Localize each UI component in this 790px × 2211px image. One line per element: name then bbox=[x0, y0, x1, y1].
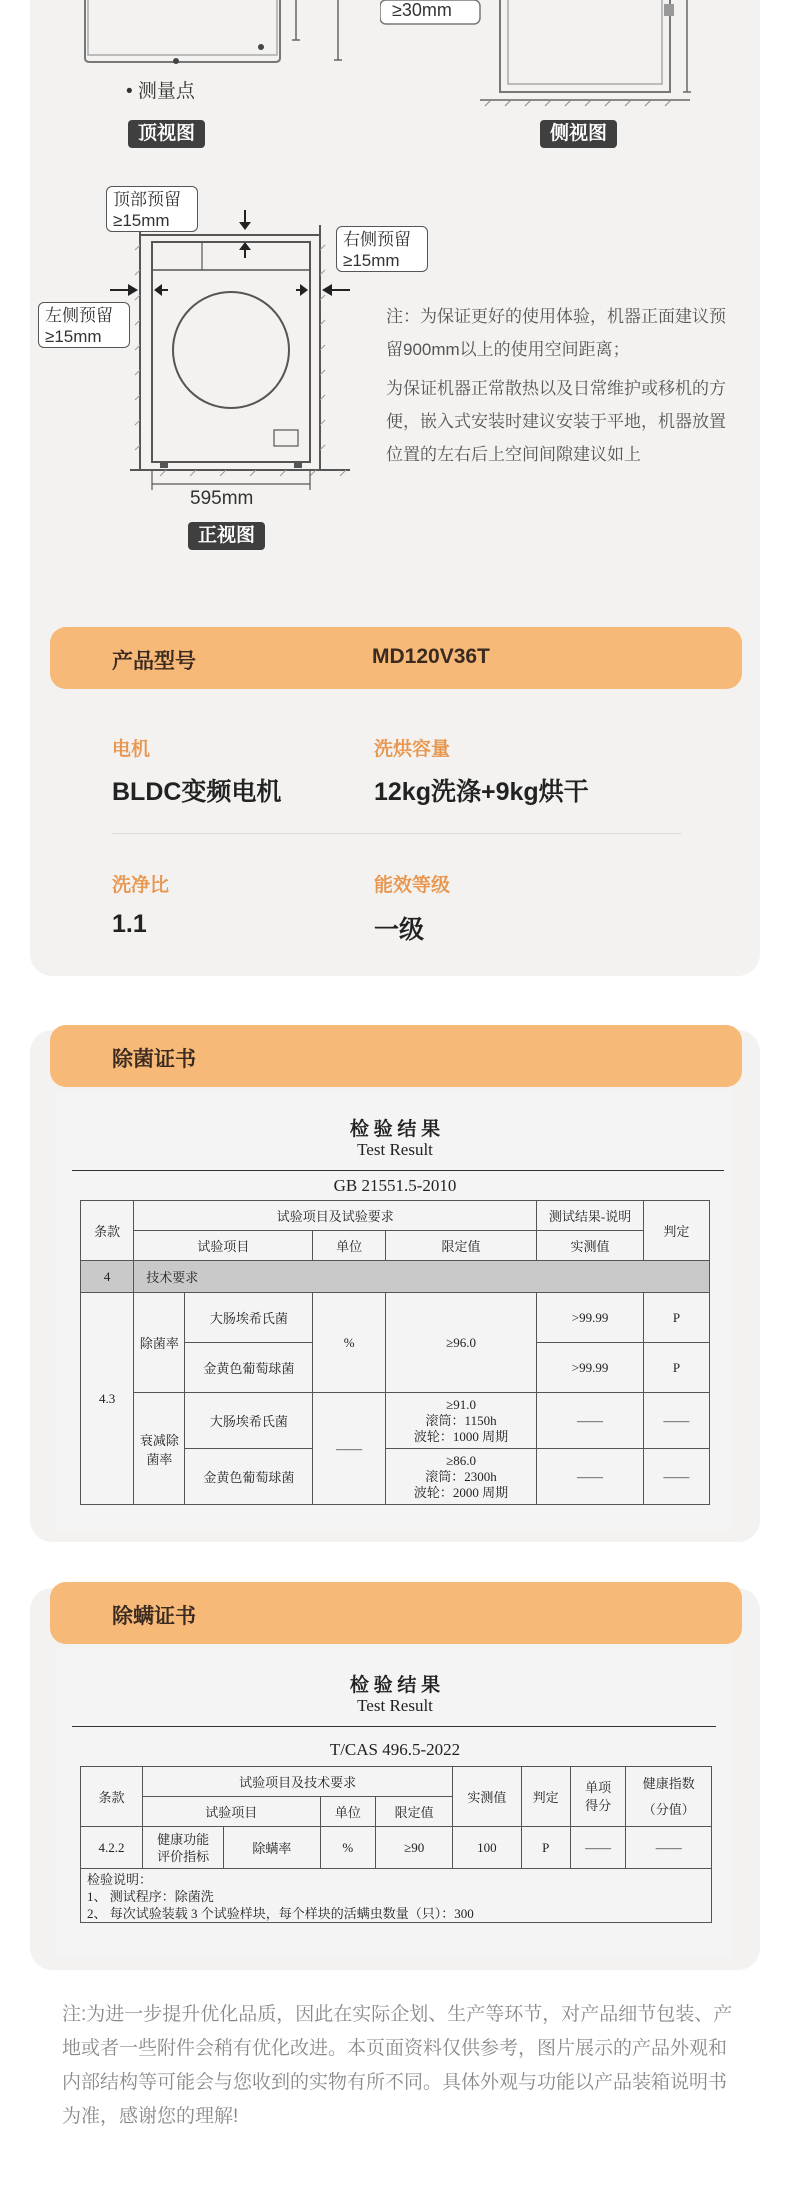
c1-h-limit: 限定值 bbox=[385, 1231, 536, 1261]
c2-rule bbox=[72, 1726, 716, 1727]
width-dimension: 595mm bbox=[190, 488, 254, 509]
c2-h-health bbox=[626, 1767, 712, 1827]
note-line-2: 留900mm以上的使用空间距离； bbox=[386, 340, 630, 359]
right-clearance-title: 右侧预留 bbox=[343, 230, 411, 249]
c2-title-en: Test Result bbox=[357, 1696, 433, 1715]
antibacterial-cert-title: 除菌证书 bbox=[112, 1048, 196, 1071]
c1-title-cn: 检 验 结 果 bbox=[349, 1119, 441, 1140]
c2-h-limit: 限定值 bbox=[376, 1797, 453, 1827]
model-value: MD120V36T bbox=[372, 645, 490, 668]
c1-limit-91-l3: 波轮：1000 周期 bbox=[413, 1428, 509, 1444]
c1-ecoli-2: 大肠埃希氏菌 bbox=[185, 1393, 313, 1449]
right-clearance-value: ≥15mm bbox=[343, 251, 400, 270]
c1-h-unit: 单位 bbox=[313, 1231, 385, 1261]
ratio-label: 洗净比 bbox=[112, 875, 170, 896]
c1-unit-pct: % bbox=[313, 1293, 385, 1393]
c2-standard: T/CAS 496.5-2022 bbox=[329, 1740, 461, 1759]
disclaimer-text: 注:为进一步提升优化品质，因此在实际企划、生产等环节，对产品细节包装、产地或者一些附件会稍有优化改进。本页面资料仅供参考，图片展示的产品外观和内部结构等可能会与您收到的实物有所不同。具体外观与功能以产品装箱说明书为准，感谢您的理解! bbox=[62, 2004, 733, 2127]
c1-h-test-item: 试验项目 bbox=[134, 1231, 313, 1261]
c2-row-limit: ≥90 bbox=[376, 1827, 453, 1869]
right-clearance-callout bbox=[336, 226, 428, 272]
top-view-label: 顶视图 bbox=[128, 120, 205, 148]
c1-limit-86-l3: 波轮：2000 周期 bbox=[413, 1484, 509, 1500]
c1-standard: GB 21551.5-2010 bbox=[333, 1176, 457, 1195]
c1-measured-2: >99.99 bbox=[537, 1343, 644, 1393]
motor-label: 电机 bbox=[112, 739, 151, 760]
left-clearance-title: 左侧预留 bbox=[45, 306, 113, 325]
note-line-3: 为保证机器正常散热以及日常维护或移机的方 bbox=[386, 379, 726, 398]
installation-note bbox=[386, 300, 756, 471]
c1-title-en: Test Result bbox=[357, 1140, 433, 1159]
c2-row-health: —— bbox=[626, 1827, 712, 1869]
note-line-4: 便，嵌入式安装时建议安装于平地，机器放置 bbox=[386, 412, 726, 431]
c2-h-single-l2: 得分 bbox=[585, 1797, 612, 1813]
c1-h-measured: 实测值 bbox=[537, 1231, 644, 1261]
motor-value: BLDC变频电机 bbox=[112, 778, 282, 806]
capacity-value: 12kg洗涤+9kg烘干 bbox=[374, 778, 589, 806]
note-line-1: 注：为保证更好的使用体验，机器正面建议预 bbox=[386, 307, 726, 326]
c1-limit-86-l2: 滚筒：2300h bbox=[425, 1468, 497, 1484]
c2-note-1: 1、 测试程序：除菌洗 bbox=[87, 1889, 214, 1904]
c1-measured-3: —— bbox=[537, 1393, 644, 1449]
c1-staph-2: 金黄色葡萄球菌 bbox=[185, 1449, 313, 1505]
c1-decay-rate bbox=[134, 1393, 185, 1505]
top-clearance-title: 顶部预留 bbox=[113, 190, 181, 209]
top-view-dims: ≥30mm bbox=[392, 0, 452, 20]
c2-row-judge: P bbox=[521, 1827, 570, 1869]
c1-rule bbox=[72, 1170, 724, 1171]
c1-row4-text: 技术要求 bbox=[134, 1261, 710, 1293]
c1-ecoli-1: 大肠埃希氏菌 bbox=[185, 1293, 313, 1343]
c2-row-single: —— bbox=[570, 1827, 626, 1869]
c2-h-test-item: 试验项目 bbox=[143, 1797, 321, 1827]
spec-divider bbox=[112, 833, 682, 834]
antibacterial-results-table bbox=[80, 1200, 710, 1505]
c1-judge-4: —— bbox=[643, 1449, 709, 1505]
c1-row4-clause: 4 bbox=[81, 1261, 134, 1293]
antimite-results-table bbox=[80, 1766, 712, 1923]
c2-h-single bbox=[570, 1767, 626, 1827]
c1-h-judge: 判定 bbox=[643, 1201, 709, 1261]
c2-h-health-l1: 健康指数 bbox=[642, 1775, 695, 1791]
c2-h-items-req: 试验项目及技术要求 bbox=[143, 1767, 453, 1797]
c1-measured-1: >99.99 bbox=[537, 1293, 644, 1343]
c1-h-result-desc: 测试结果-说明 bbox=[537, 1201, 644, 1231]
antimite-cert-header bbox=[50, 1582, 742, 1644]
c1-judge-3: —— bbox=[643, 1393, 709, 1449]
antimite-cert-title: 除螨证书 bbox=[112, 1605, 196, 1628]
c2-note-2: 2、 每次试验装载 3 个试验样块，每个样块的活螨虫数量（只）：300 bbox=[87, 1906, 474, 1921]
c2-title-cn: 检 验 结 果 bbox=[349, 1675, 441, 1696]
c1-judge-1: P bbox=[643, 1293, 709, 1343]
c1-limit-91-l1: ≥91.0 bbox=[446, 1396, 476, 1412]
c2-row-item bbox=[143, 1827, 224, 1869]
measure-point-legend: • 测量点 bbox=[126, 81, 195, 102]
c1-row43-clause: 4.3 bbox=[81, 1293, 134, 1505]
c1-h-items-req: 试验项目及试验要求 bbox=[134, 1201, 537, 1231]
c2-h-clause: 条款 bbox=[81, 1767, 143, 1827]
energy-value: 一级 bbox=[374, 916, 425, 944]
c2-h-judge: 判定 bbox=[521, 1767, 570, 1827]
c2-h-unit: 单位 bbox=[320, 1797, 376, 1827]
energy-label: 能效等级 bbox=[374, 875, 451, 896]
c1-limit-86 bbox=[385, 1449, 536, 1505]
c1-limit-96: ≥96.0 bbox=[385, 1293, 536, 1393]
side-view-label: 侧视图 bbox=[540, 120, 617, 148]
c2-row-measured: 100 bbox=[453, 1827, 521, 1869]
left-clearance-callout bbox=[38, 302, 130, 348]
top-view-diagram bbox=[70, 0, 370, 72]
c2-h-health-l2: （分值） bbox=[642, 1801, 695, 1817]
c2-notes bbox=[81, 1869, 712, 1923]
c1-decay-rate-l1: 衰减除 bbox=[139, 1432, 179, 1448]
antibacterial-cert-header bbox=[50, 1025, 742, 1087]
c2-row-clause: 4.2.2 bbox=[81, 1827, 143, 1869]
note-line-5: 位置的左右后上空间间隙建议如上 bbox=[386, 445, 641, 464]
c1-antibac-rate: 除菌率 bbox=[134, 1293, 185, 1393]
c1-decay-unit: —— bbox=[313, 1393, 385, 1505]
model-bar bbox=[50, 627, 742, 689]
ratio-value: 1.1 bbox=[112, 910, 147, 938]
top-clearance-value: ≥15mm bbox=[113, 211, 170, 230]
c1-judge-2: P bbox=[643, 1343, 709, 1393]
c1-decay-rate-l2: 菌率 bbox=[146, 1451, 173, 1467]
c2-row-item-name: 除螨率 bbox=[224, 1827, 320, 1869]
left-clearance-value: ≥15mm bbox=[45, 327, 102, 346]
top-clearance-callout bbox=[106, 186, 198, 232]
model-label: 产品型号 bbox=[112, 650, 196, 673]
c2-row-unit: % bbox=[320, 1827, 376, 1869]
c2-notes-title: 检验说明： bbox=[87, 1872, 153, 1887]
c2-h-single-l1: 单项 bbox=[585, 1779, 612, 1795]
c2-row-item-l1: 健康功能 bbox=[157, 1831, 210, 1847]
c1-staph-1: 金黄色葡萄球菌 bbox=[185, 1343, 313, 1393]
c1-measured-4: —— bbox=[537, 1449, 644, 1505]
front-view-label: 正视图 bbox=[188, 522, 265, 550]
c1-limit-91 bbox=[385, 1393, 536, 1449]
c1-h-clause: 条款 bbox=[81, 1201, 134, 1261]
c2-row-item-l2: 评价指标 bbox=[157, 1848, 210, 1864]
capacity-label: 洗烘容量 bbox=[374, 739, 451, 760]
c2-h-measured: 实测值 bbox=[453, 1767, 521, 1827]
c1-limit-86-l1: ≥86.0 bbox=[446, 1452, 476, 1468]
c1-limit-91-l2: 滚筒：1150h bbox=[425, 1412, 497, 1428]
